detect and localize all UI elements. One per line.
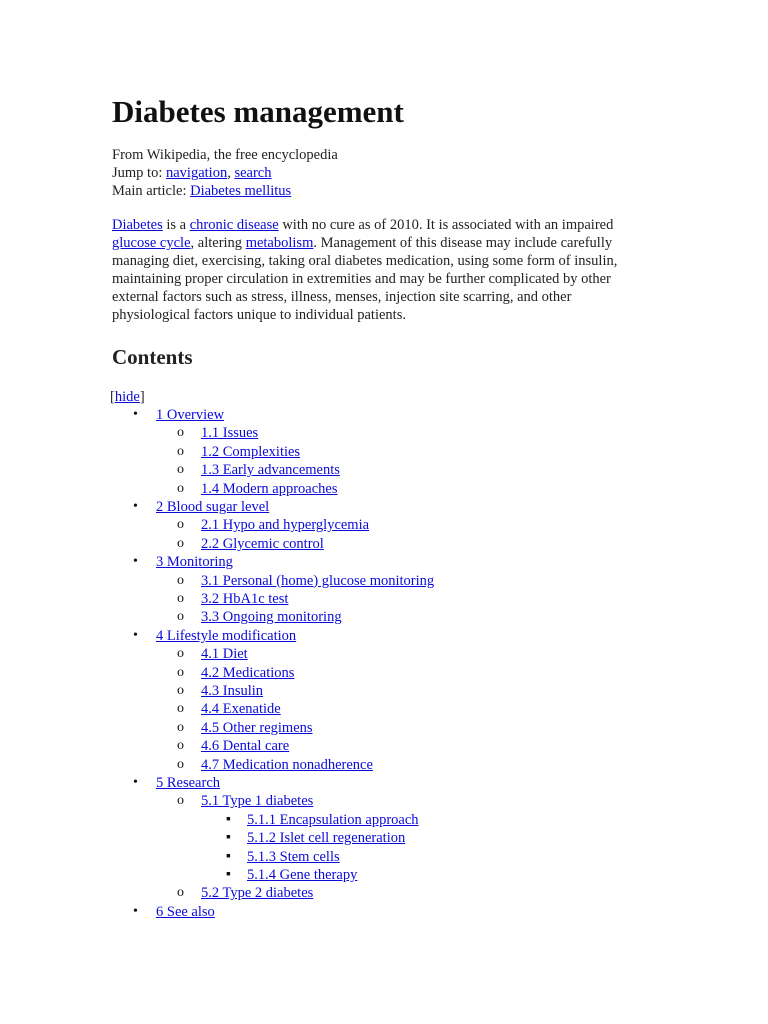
toc-link[interactable]: 4.1 Diet	[201, 646, 248, 663]
glucose-cycle-link[interactable]: glucose cycle	[112, 235, 191, 251]
toc-bullet: o	[177, 535, 184, 551]
toc-bullet: •	[133, 775, 138, 790]
toc-link[interactable]: 5.1.3 Stem cells	[247, 848, 340, 865]
main-article-line	[112, 182, 291, 200]
toc-bullet: o	[177, 480, 184, 496]
jump-to-line	[112, 164, 271, 182]
toc-link[interactable]: 1.4 Modern approaches	[201, 480, 338, 497]
toc-bullet: o	[177, 885, 184, 901]
toc-bullet: •	[133, 554, 138, 570]
toc-bullet: o	[177, 425, 184, 441]
metabolism-link[interactable]: metabolism	[245, 235, 314, 251]
main-article-link[interactable]: Diabetes mellitus	[190, 183, 292, 199]
toc-link[interactable]: 5.1.1 Encapsulation approach	[247, 811, 419, 828]
toc-link[interactable]: 1.2 Complexities	[201, 443, 301, 460]
toc-link[interactable]: 2 Blood sugar level	[156, 499, 270, 515]
toc-link[interactable]: 5.1.2 Islet cell regeneration	[247, 830, 406, 847]
toc-bullet: ▪	[226, 848, 231, 864]
main-article-label: Main article:	[112, 183, 191, 199]
intro-text-3: , altering	[190, 235, 246, 251]
toc-bullet: o	[177, 793, 184, 809]
toc-bullet: o	[177, 517, 184, 533]
toc-bullet: •	[133, 499, 138, 514]
toc-link[interactable]: 4.6 Dental care	[201, 738, 290, 755]
toc-bullet: o	[177, 719, 184, 735]
toc-link[interactable]: 5.1 Type 1 diabetes	[201, 793, 314, 810]
toc-bullet: ▪	[226, 811, 231, 827]
chronic-disease-link[interactable]: chronic disease	[189, 217, 279, 233]
diabetes-link[interactable]: Diabetes	[112, 217, 163, 233]
toc-bullet: o	[177, 443, 184, 459]
toc-bullet: o	[177, 701, 184, 717]
toc-toggle-open-bracket: [	[110, 389, 115, 405]
toc-toggle	[110, 388, 145, 406]
toc-link[interactable]: 4.5 Other regimens	[201, 719, 313, 736]
toc-bullet: o	[177, 664, 184, 680]
intro-text-2: with no cure as of 2010. It is associated with an impaired	[278, 217, 614, 233]
toc-link[interactable]: 4.3 Insulin	[201, 683, 264, 699]
toc-bullet: •	[133, 903, 138, 919]
toc-link[interactable]: 1 Overview	[156, 407, 225, 423]
toc-link[interactable]: 2.1 Hypo and hyperglycemia	[201, 517, 370, 534]
toc-bullet: o	[177, 591, 184, 606]
toc-link[interactable]: 5.2 Type 2 diabetes	[201, 885, 314, 902]
toc-link[interactable]: 2.2 Glycemic control	[201, 535, 324, 552]
toc-link[interactable]: 3.2 HbA1c test	[201, 591, 289, 607]
jump-to-label: Jump to:	[112, 165, 166, 181]
toc-bullet: o	[177, 572, 184, 588]
navigation-link[interactable]: navigation	[165, 165, 228, 181]
toc-link[interactable]: 3.1 Personal (home) glucose monitoring	[201, 572, 435, 589]
toc-link[interactable]: 1.1 Issues	[201, 425, 259, 442]
intro-paragraph	[112, 216, 642, 324]
toc-bullet: •	[133, 407, 138, 422]
contents-heading: Contents	[112, 345, 193, 369]
toc-link[interactable]: 4 Lifestyle modification	[156, 627, 297, 644]
toc-link[interactable]: 3 Monitoring	[156, 554, 233, 571]
toc-bullet: o	[177, 756, 184, 772]
page-title: Diabetes management	[112, 94, 404, 129]
intro-text-4: . Management of this disease may include carefully managing diet, exercising, taking oral diabetes medication, using some form of insulin, maintaining proper circulation in extremities and may be further complicated by other external factors such as stress, illness, menses, injection site scarring, and other physiological factors unique to individual patients.	[112, 235, 618, 323]
toc-bullet: o	[177, 738, 184, 754]
toc-bullet: ▪	[226, 867, 231, 882]
toc-link[interactable]: 6 See also	[156, 903, 215, 920]
toc-link[interactable]: 1.3 Early advancements	[201, 462, 340, 479]
toc-bullet: o	[177, 609, 184, 625]
source-line: From Wikipedia, the free encyclopedia	[112, 147, 338, 163]
toc-link[interactable]: 4.7 Medication nonadherence	[201, 756, 373, 773]
intro-text-1: is a	[162, 217, 190, 233]
toc-link[interactable]: 3.3 Ongoing monitoring	[201, 609, 342, 626]
toc-link[interactable]: 4.4 Exenatide	[201, 701, 281, 718]
toc-bullet: ▪	[226, 830, 231, 846]
toc-toggle-close-bracket: ]	[139, 389, 145, 405]
toc-bullet: o	[177, 462, 184, 478]
toc-link[interactable]: 5.1.4 Gene therapy	[247, 867, 358, 883]
jump-separator: ,	[227, 165, 235, 181]
toc-link[interactable]: 5 Research	[156, 775, 221, 791]
search-link[interactable]: search	[234, 165, 272, 181]
toc-bullet: o	[177, 646, 184, 662]
toc-hide-link[interactable]: hide	[114, 389, 140, 405]
toc-link[interactable]: 4.2 Medications	[201, 664, 295, 681]
toc-bullet: o	[177, 683, 184, 698]
toc-bullet: •	[133, 627, 138, 643]
